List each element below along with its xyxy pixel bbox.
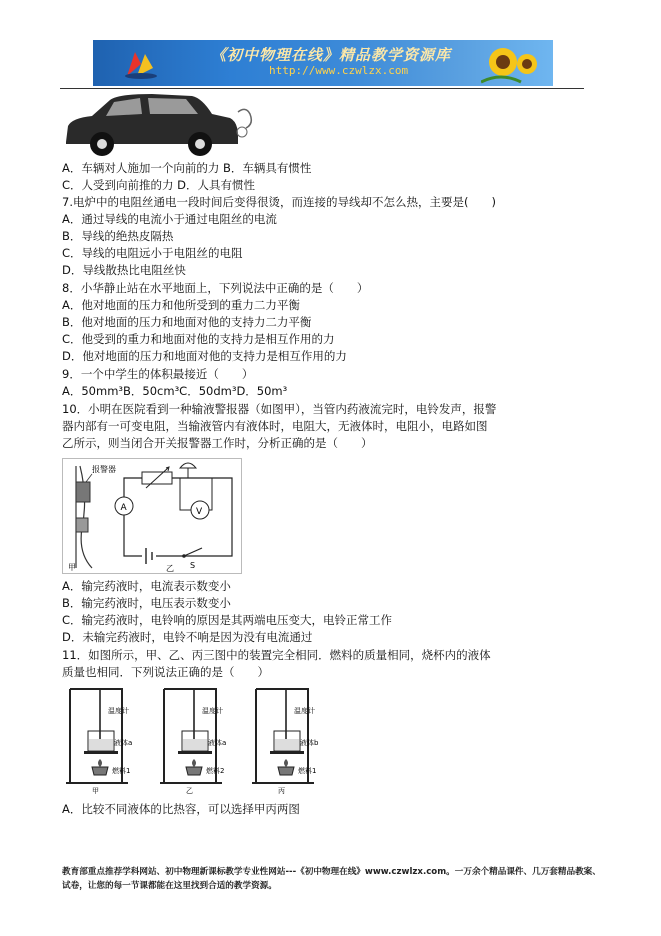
q8-option-c: C．他受到的重力和地面对他的支持力是相互作用的力 <box>62 332 335 346</box>
figure-yi-label: 乙 <box>166 564 174 573</box>
site-logo-icon <box>123 46 159 80</box>
voltmeter-label: V <box>196 507 203 517</box>
q9-options: A．50mm³B．50cm³C．50dm³D．50m³ <box>62 384 288 398</box>
q8-option-b: B．他对地面的压力和地面对他的支持力二力平衡 <box>62 315 312 329</box>
q7-option-b: B．导线的绝热皮隔热 <box>62 229 174 243</box>
fuel-label-jia: 燃料1 <box>112 767 131 775</box>
liquid-label-jia: 液体a <box>114 739 133 747</box>
q6-option-ab: A．车辆对人施加一个向前的力 B．车辆具有惯性 <box>62 161 312 175</box>
q11-stem-1: 11．如图所示，甲、乙、丙三图中的装置完全相同．燃料的质量相同，烧杯内的液体 <box>62 648 491 662</box>
header-url: http://www.czwlzx.com <box>269 64 409 77</box>
q10-option-b: B．输完药液时，电压表示数变小 <box>62 596 231 610</box>
fuel-label-yi: 燃料2 <box>206 767 225 775</box>
sunflower-icon <box>481 42 539 84</box>
q6-option-cd: C．人受到向前推的力 D．人具有惯性 <box>62 178 256 192</box>
q10-stem-2: 器内部有一可变电阻，当输液管内有液体时，电阻大，无液体时，电阻小，电路如图 <box>62 419 488 433</box>
q8-option-a: A．他对地面的压力和他所受到的重力二力平衡 <box>62 298 300 312</box>
caption-bing: 丙 <box>278 787 285 795</box>
q11-option-a: A．比较不同液体的比热容，可以选择甲丙两图 <box>62 802 300 816</box>
q10-option-a: A．输完药液时，电流表示数变小 <box>62 579 231 593</box>
switch-label: S <box>190 561 196 570</box>
caption-jia: 甲 <box>92 787 99 795</box>
thermo-label-bing: 温度计 <box>294 707 315 715</box>
header-title: 《初中物理在线》精品教学资源库 <box>211 46 452 64</box>
liquid-label-bing: 液体b <box>300 739 319 747</box>
figure-jia-label: 甲 <box>68 563 76 572</box>
q7-option-d: D．导线散热比电阻丝快 <box>62 263 186 277</box>
burner-apparatus-figure <box>62 683 334 795</box>
q10-stem-3: 乙所示，则当闭合开关报警器工作时，分析正确的是（ ） <box>62 436 373 450</box>
car-illustration <box>62 92 254 158</box>
q7-option-a: A．通过导线的电流小于通过电阻丝的电流 <box>62 212 277 226</box>
ammeter-label: A <box>120 503 127 513</box>
alarm-device-label: 报警器 <box>92 465 116 474</box>
q8-option-d: D．他对地面的压力和地面对他的支持力是相互作用的力 <box>62 349 347 363</box>
q10-option-d: D．未输完药液时，电铃不响是因为没有电流通过 <box>62 630 313 644</box>
header-rule <box>60 88 584 89</box>
q7-stem: 7.电炉中的电阻丝通电一段时间后变得很烫，而连接的导线却不怎么热，主要是( ) <box>62 195 496 209</box>
thermo-label-jia: 温度计 <box>108 707 129 715</box>
thermo-label-yi: 温度计 <box>202 707 223 715</box>
q7-option-c: C．导线的电阻远小于电阻丝的电阻 <box>62 246 243 260</box>
alarm-circuit-figure <box>62 458 242 574</box>
fuel-label-bing: 燃料1 <box>298 767 317 775</box>
header-banner <box>93 40 553 86</box>
q10-stem-1: 10．小明在医院看到一种输液警报器（如图甲），当管内药液流完时，电铃发声，报警 <box>62 402 497 416</box>
liquid-label-yi: 液体a <box>208 739 227 747</box>
caption-yi: 乙 <box>186 787 193 795</box>
q9-stem: 9．一个中学生的体积最接近（ ） <box>62 367 254 381</box>
q10-option-c: C．输完药液时，电铃响的原因是其两端电压变大，电铃正常工作 <box>62 613 393 627</box>
page-footer: 教育部重点推荐学科网站、初中物理新课标教学专业性网站---《初中物理在线》www.czwlzx.com。一万余个精品课件、几万套精品教案、试卷，让您的每一节课都能在这里找到合适的教学资源。 <box>62 867 601 891</box>
q8-stem: 8．小华静止站在水平地面上，下列说法中正确的是（ ） <box>62 281 369 295</box>
q11-stem-2: 质量也相同．下列说法正确的是（ ） <box>62 665 269 679</box>
